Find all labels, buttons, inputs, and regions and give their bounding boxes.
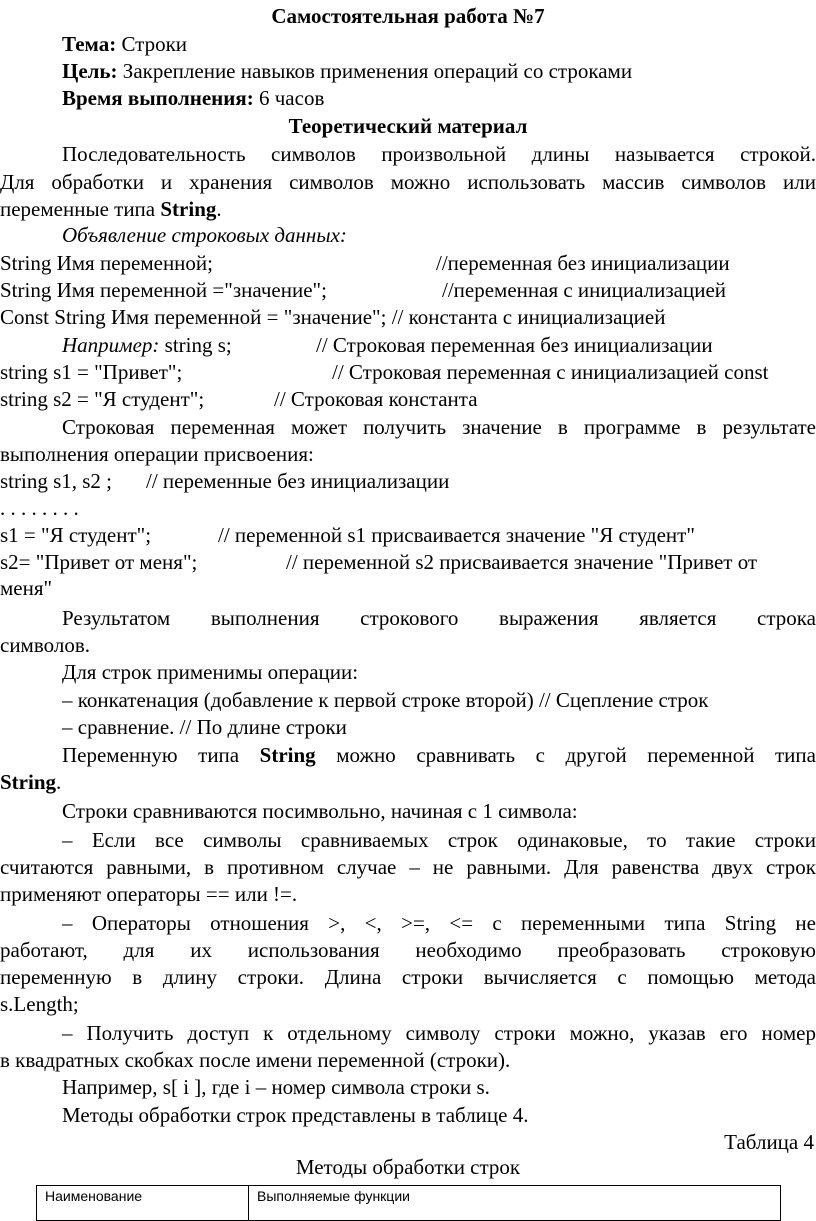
operation-concatenation: – конкатенация (добавление к первой строке второй) // Сцепление строк <box>62 688 709 712</box>
header-functions: Выполняемые функции <box>249 1186 781 1221</box>
page-title: Самостоятельная работа №7 <box>271 4 545 28</box>
example-line-3: string s2 = "Я студент"; // Строковая константа <box>0 387 478 411</box>
compare-line-1: Переменную типа String можно сравнивать с другой переменной типа <box>62 743 816 767</box>
assign-code-3-cont: меня" <box>0 576 53 600</box>
intro-line-3: переменные типа String. <box>0 197 222 221</box>
rule-2-line-1: – Операторы отношения >, <, >=, <= с переменными типа String не <box>62 911 816 935</box>
intro-line-2: Для обработки и хранения символов можно использовать массив символов или <box>0 170 816 194</box>
goal-line: Цель: Закрепление навыков применения операций со строками <box>62 59 633 83</box>
methods-reference: Методы обработки строк представлены в таблице 4. <box>62 1103 529 1127</box>
intro-line-1: Последовательность символов произвольной длины называется строкой. <box>62 142 816 166</box>
index-example: Например, s[ i ], где i – номер символа строки s. <box>62 1075 490 1099</box>
result-line-1: Результатом выполнения строкового выражения является строка <box>62 606 816 630</box>
assign-dots: . . . . . . . . <box>0 496 79 520</box>
example-line-1: Например: string s; // Строковая переменная без инициализации <box>62 333 713 357</box>
rule-2-line-4: s.Length; <box>0 992 79 1016</box>
assign-line-1: Строковая переменная может получить значение в программе в результате <box>62 415 816 439</box>
table-header-row <box>37 1186 781 1221</box>
example-line-2: string s1 = "Привет"; // Строковая переменная с инициализацией const <box>0 360 769 384</box>
assign-code-1: string s1, s2 ; // переменные без инициализации <box>0 469 450 493</box>
table-caption: Методы обработки строк <box>295 1155 521 1179</box>
compare-line-2: String. <box>0 770 62 794</box>
declaration-line-3: Const String Имя переменной = "значение"; // константа с инициализацией <box>0 305 666 329</box>
declaration-line-2: String Имя переменной ="значение"; //переменная с инициализацией <box>0 278 727 302</box>
table-number: Таблица 4 <box>724 1130 814 1154</box>
assign-code-3: s2= "Привет от меня"; // переменной s2 присваивается значение "Привет от <box>0 550 758 574</box>
rule-1-line-2: считаются равными, в противном случае – не равными. Для равенства двух строк <box>0 855 816 879</box>
rule-3-line-2: в квадратных скобках после имени переменной (строки). <box>0 1048 511 1072</box>
declaration-line-1: String Имя переменной; //переменная без инициализации <box>0 251 730 275</box>
rule-1-line-3: применяют операторы == или !=. <box>0 882 298 906</box>
operations-intro: Для строк применимы операции: <box>62 660 359 684</box>
declaration-heading: Объявление строковых данных: <box>62 223 347 247</box>
methods-table <box>36 1185 781 1221</box>
result-line-2: символов. <box>0 633 90 657</box>
time-line: Время выполнения: 6 часов <box>62 86 325 110</box>
assign-code-2: s1 = "Я студент"; // переменной s1 присваивается значение "Я студент" <box>0 523 695 547</box>
theory-heading: Теоретический материал <box>288 114 528 138</box>
topic-line: Тема: Строки <box>62 32 188 56</box>
rule-2-line-2: работают, для их использования необходимо преобразовать строковую <box>0 938 816 962</box>
rules-intro: Строки сравниваются посимвольно, начиная с 1 символа: <box>62 799 578 823</box>
rule-3-line-1: – Получить доступ к отдельному символу строки можно, указав его номер <box>62 1021 816 1045</box>
rule-1-line-1: – Если все символы сравниваемых строк одинаковые, то такие строки <box>62 828 816 852</box>
rule-2-line-3: переменную в длину строки. Длина строки вычисляется с помощью метода <box>0 965 816 989</box>
operation-comparison: – сравнение. // По длине строки <box>62 715 347 739</box>
header-name: Наименование <box>37 1186 249 1221</box>
assign-line-2: выполнения операции присвоения: <box>0 442 314 466</box>
